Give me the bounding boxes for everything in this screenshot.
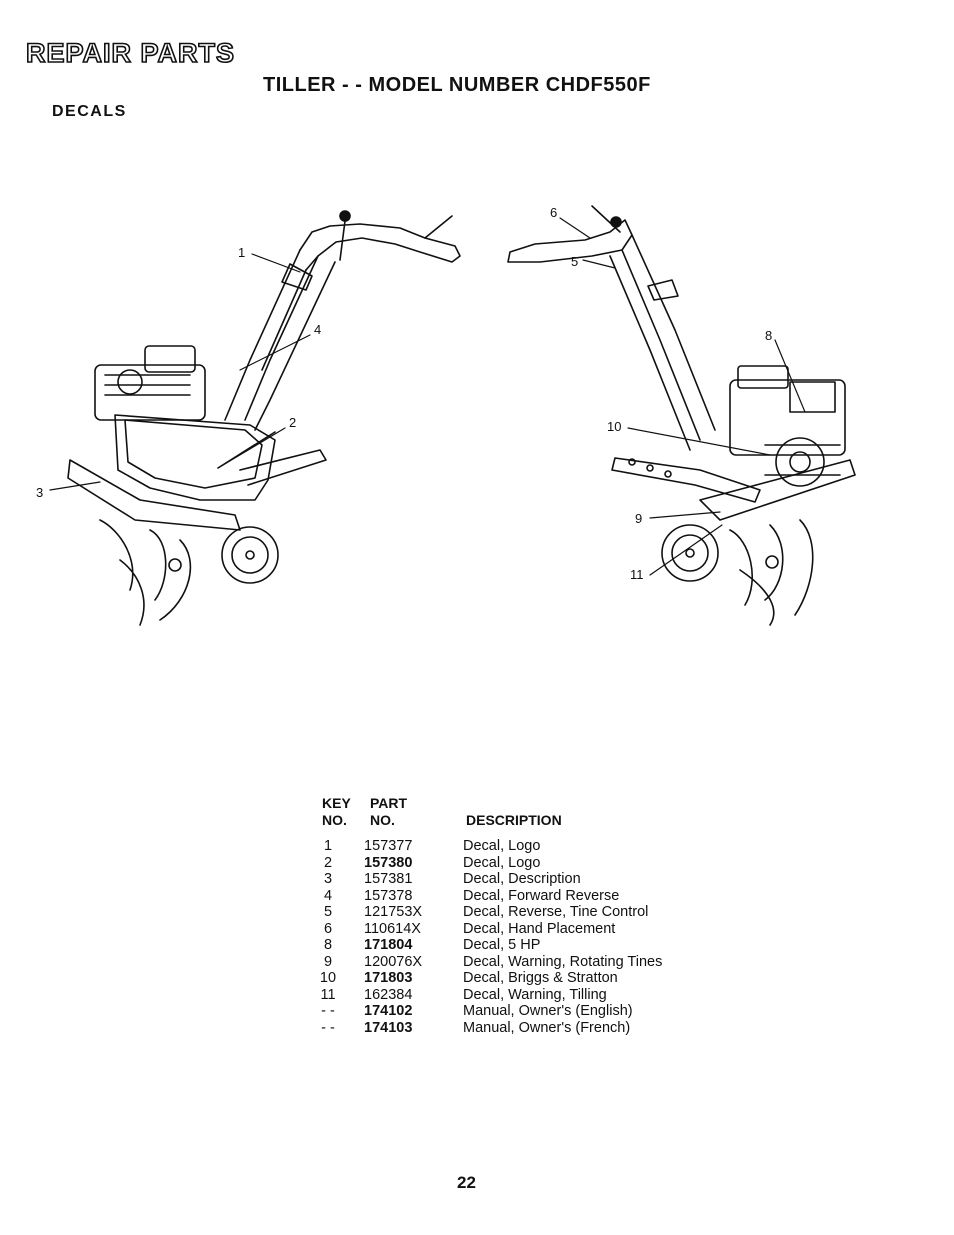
key-no: 1 [323, 838, 333, 854]
table-row [0, 954, 954, 970]
key-no: - - [321, 1019, 335, 1036]
part-no: 171803 [364, 970, 413, 986]
table-row [0, 904, 954, 920]
table-row [0, 871, 954, 887]
table-row [0, 855, 954, 871]
description: Decal, Warning, Rotating Tines [463, 953, 663, 970]
key-no: 8 [323, 937, 333, 953]
description: Manual, Owner's (English) [463, 1003, 633, 1019]
table-row [0, 1020, 954, 1036]
key-no: 4 [323, 887, 333, 904]
description: Decal, Reverse, Tine Control [463, 904, 649, 920]
page-title: REPAIR PARTS [26, 38, 236, 68]
right-tiller-drawing [508, 206, 855, 625]
callout-2: 2 [289, 415, 297, 430]
table-row [0, 970, 954, 986]
part-no: 157377 [364, 838, 413, 854]
callout-9: 9 [635, 511, 643, 526]
header-part-line2: NO. [370, 812, 395, 828]
callout-11: 11 [630, 567, 644, 582]
callout-3: 3 [36, 485, 44, 500]
description: Decal, Description [463, 871, 581, 887]
part-no: 120076X [364, 953, 423, 970]
key-no: 10 [319, 970, 337, 986]
table-row [0, 921, 954, 937]
part-no: 174102 [364, 1003, 413, 1019]
left-tiller-drawing [50, 211, 460, 625]
part-no: 171804 [364, 937, 413, 953]
key-no: 9 [323, 953, 333, 970]
key-no: 6 [323, 920, 333, 937]
callout-5: 5 [571, 254, 579, 269]
table-row [0, 888, 954, 904]
table-row [0, 1003, 954, 1019]
header-key-line2: NO. [322, 812, 347, 828]
part-no: 174103 [364, 1019, 413, 1036]
model-subtitle: TILLER - - MODEL NUMBER CHDF550F [263, 74, 651, 96]
part-no: 121753X [364, 904, 423, 920]
page-number: 22 [457, 1173, 476, 1192]
description: Decal, 5 HP [463, 937, 541, 953]
key-no: 3 [323, 871, 333, 887]
table-row [0, 987, 954, 1003]
callout-8: 8 [765, 328, 773, 343]
callout-6: 6 [550, 205, 558, 220]
description: Decal, Warning, Tilling [463, 986, 607, 1003]
tiller-illustration [0, 190, 954, 650]
part-no: 157381 [364, 871, 413, 887]
key-no: 11 [320, 986, 336, 1003]
part-no: 157380 [364, 854, 413, 871]
description: Decal, Forward Reverse [463, 887, 620, 904]
description: Decal, Hand Placement [463, 920, 616, 937]
part-no: 162384 [364, 986, 413, 1003]
callout-10: 10 [607, 419, 622, 434]
header-part-line1: PART [370, 795, 408, 811]
description: Decal, Logo [463, 838, 541, 854]
description: Manual, Owner's (French) [463, 1019, 631, 1036]
part-no: 110614X [364, 920, 421, 937]
section-heading: DECALS [52, 103, 127, 120]
callout-1: 1 [238, 245, 246, 260]
header-key-line1: KEY [322, 795, 351, 811]
part-no: 157378 [364, 887, 413, 904]
table-row [0, 838, 954, 854]
callout-4: 4 [314, 322, 322, 337]
key-no: - - [321, 1003, 335, 1019]
description: Decal, Briggs & Stratton [463, 970, 618, 986]
header-description: DESCRIPTION [466, 812, 562, 828]
key-no: 5 [323, 904, 333, 920]
key-no: 2 [323, 854, 333, 871]
description: Decal, Logo [463, 854, 541, 871]
table-row [0, 937, 954, 953]
